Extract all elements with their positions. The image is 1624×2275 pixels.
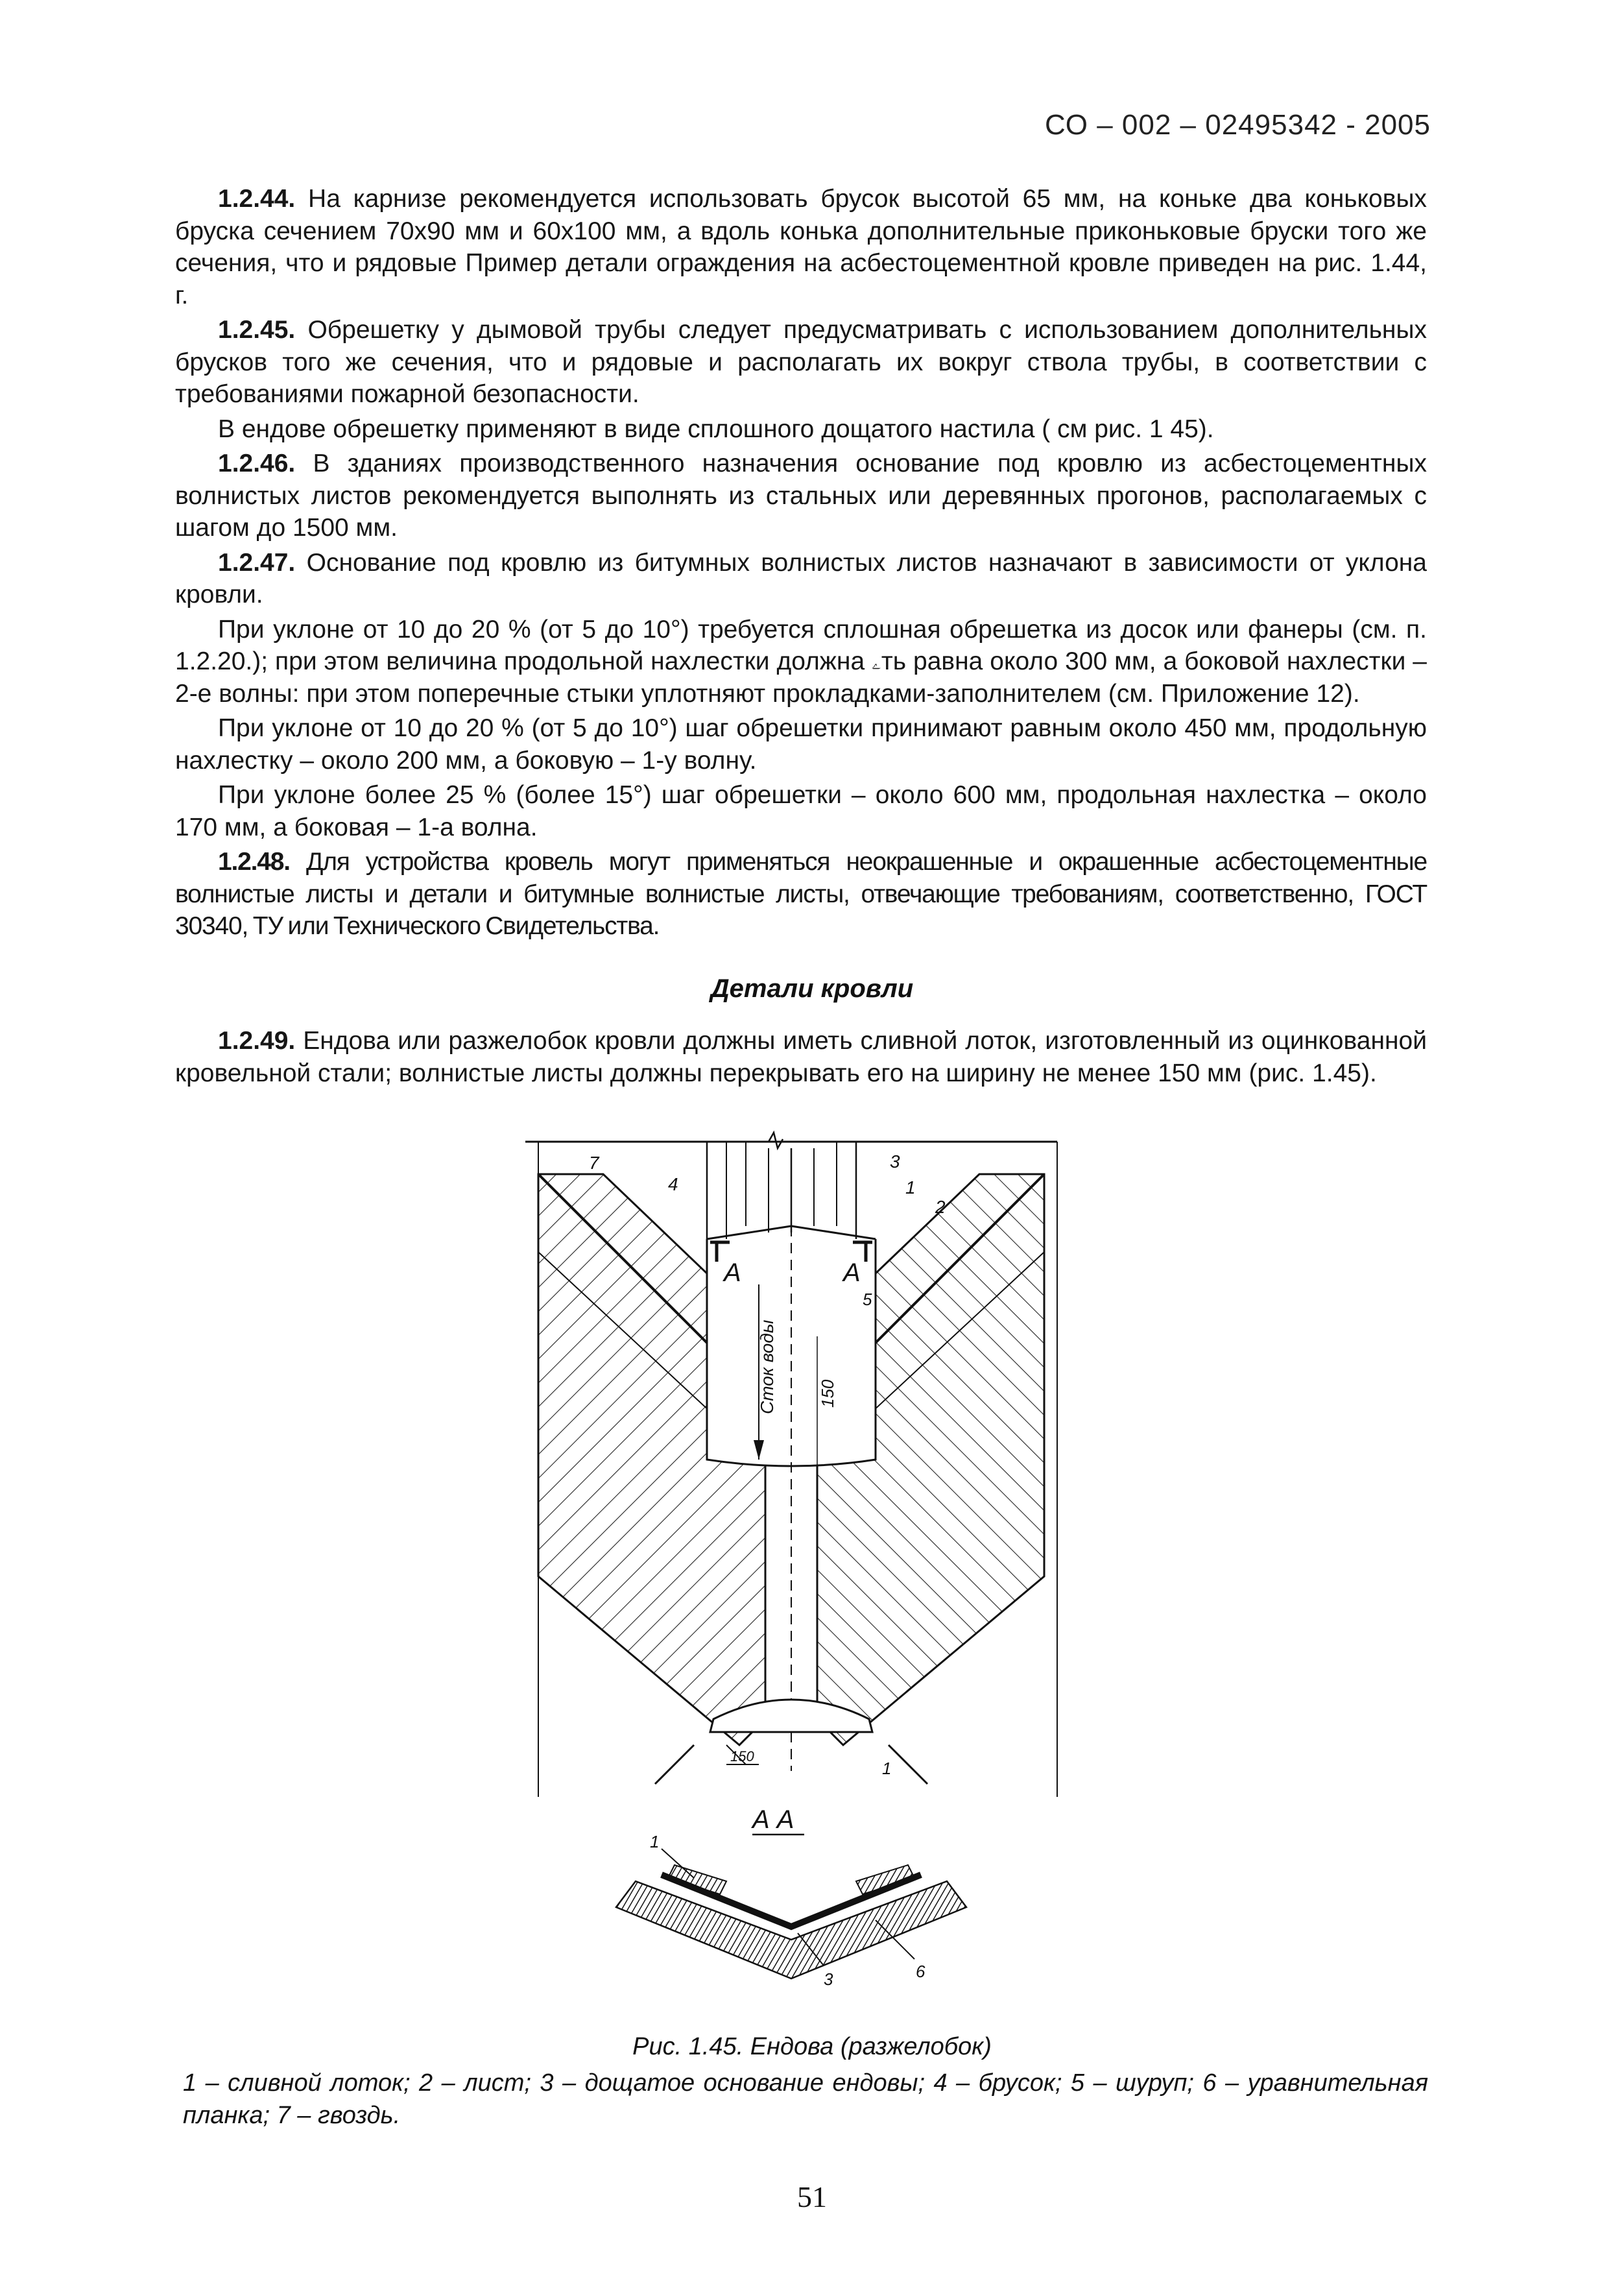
- valley-drawing-figure: [512, 1122, 1070, 2030]
- document-code-header: СО – 002 – 02495342 - 2005: [1044, 109, 1431, 141]
- clause-number: 1.2.46.: [218, 450, 296, 477]
- section-label-6: 6: [916, 1962, 925, 1981]
- figure-caption: Рис. 1.45. Ендова (разжелобок): [632, 2033, 992, 2060]
- paragraph-text: В ендове обрешетку применяют в виде сплошного дощатого настила ( см рис. 1 45).: [218, 415, 1214, 443]
- label-3: 3: [890, 1151, 900, 1172]
- label-1: 1: [905, 1177, 916, 1198]
- valley-drawing: [512, 1122, 1070, 2030]
- section-a-a-view: [616, 1835, 966, 1979]
- water-flow-label: Сток воды: [757, 1319, 777, 1414]
- section-label-1: 1: [650, 1832, 660, 1851]
- paragraph-endova-lathing: [175, 413, 1427, 446]
- valley-board-base: [707, 1142, 856, 1239]
- paragraph-text: Обрешетку у дымовой трубы следует предусматривать с использованием дополнительных брусков того же сечения, что и рядовые и располагать их вокруг ствола трубы, в соответствии с требованиями пожарной безопасности.: [175, 316, 1427, 408]
- tray-top-left: [707, 1226, 791, 1239]
- label-7: 7: [589, 1153, 599, 1173]
- figure-legend: 1 – сливной лоток; 2 – лист; 3 – дощатое основание ендовы; 4 – брусок; 5 – шуруп; 6 – уравнительная планка; 7 – гвоздь.: [183, 2069, 1428, 2129]
- label-2: 2: [935, 1197, 946, 1217]
- section-mark-a-right: A: [843, 1258, 861, 1287]
- paragraph-1-2-45: [175, 314, 1427, 411]
- section-mark-a-left: A: [724, 1258, 741, 1287]
- break-mark: [769, 1133, 783, 1148]
- paragraph-text: При уклоне более 25 % (более 15°) шаг обрешетки – около 600 мм, продольная нахлестка – около 170 мм, а боковая – 1-а волна.: [175, 781, 1427, 841]
- paragraph-slope-10-20-solid: [175, 614, 1427, 710]
- clause-number: 1.2.48.: [218, 848, 290, 876]
- paragraph-text: При уклоне от 10 до 20 % (от 5 до 10°) требуется сплошная обрешетка из досок или фанеры (см. п. 1.2.20.); при этом величина продольной нахлестки должна ۦть равна около 300 мм, а боковой нахлестки – 2-е волны: при этом поперечные стыки уплотняют прокладками-заполнителем (см. Приложение 12).: [175, 615, 1427, 708]
- paragraph-text: Основание под кровлю из битумных волнистых листов назначают в зависимости от уклона кровли.: [175, 548, 1427, 608]
- clause-number: 1.2.45.: [218, 316, 296, 344]
- paragraph-1-2-46: [175, 448, 1427, 544]
- paragraph-1-2-47: [175, 547, 1427, 611]
- paragraph-1-2-48: [175, 846, 1427, 943]
- paragraph-slope-10-20-step: [175, 712, 1427, 776]
- clause-number: 1.2.47.: [218, 548, 296, 577]
- label-5: 5: [863, 1290, 872, 1309]
- paragraph-text: При уклоне от 10 до 20 % (от 5 до 10°) шаг обрешетки принимают равным около 450 мм, продольную нахлестку – около 200 мм, а боковую – 1-у волну.: [175, 714, 1427, 775]
- paragraph-text: В зданиях производственного назначения основание под кровлю из асбестоцементных волнистых листов рекомендуется выполнять из стальных или деревянных прогонов, располагаемых с шагом до 1500 мм.: [175, 450, 1427, 542]
- body-text-block-2: [175, 1025, 1427, 1089]
- paragraph-text: На карнизе рекомендуется использовать брусок высотой 65 мм, на коньке два коньковых бруска сечением 70х90 мм и 60х100 мм, а вдоль конька дополнительные приконьковые бруски того же сечения, что и рядовые Пример детали ограждения на асбестоцементной кровле приведен на рис. 1.44, г.: [175, 185, 1427, 309]
- plan-view: [525, 1133, 1057, 1797]
- lower-right-edge: [889, 1745, 927, 1784]
- dimension-150-label: 150: [818, 1379, 837, 1408]
- paragraph-slope-over-25: [175, 779, 1427, 843]
- lower-left-edge: [655, 1745, 694, 1784]
- label-4: 4: [668, 1174, 678, 1194]
- dimension-150-bottom-label: 150: [730, 1748, 754, 1764]
- paragraph-1-2-44: [175, 183, 1427, 311]
- paragraph-text: Для устройства кровель могут применяться неокрашенные и окрашенные асбестоцементные волнистые листы и детали и битумные волнистые листы, отвечающие требованиям, соответственно, ГОСТ 30340, ТУ или Технического Свидетельства.: [175, 848, 1427, 940]
- tray-top-right: [791, 1226, 876, 1239]
- label-1-bottom: 1: [882, 1759, 892, 1778]
- section-label-3: 3: [824, 1969, 833, 1989]
- clause-number: 1.2.49.: [218, 1027, 296, 1055]
- paragraph-text: Ендова или разжелобок кровли должны иметь сливной лоток, изготовленный из оцинкованной кровельной стали; волнистые листы должны перекрывать его на ширину не менее 150 мм (рис. 1.45).: [175, 1027, 1427, 1087]
- clause-number: 1.2.44.: [218, 185, 296, 213]
- body-text-block: [175, 183, 1427, 943]
- page-number: 51: [797, 2180, 827, 2213]
- section-a-a-title: А А: [752, 1805, 794, 1834]
- section-title: Детали кровли: [710, 974, 914, 1003]
- paragraph-1-2-49: [175, 1025, 1427, 1089]
